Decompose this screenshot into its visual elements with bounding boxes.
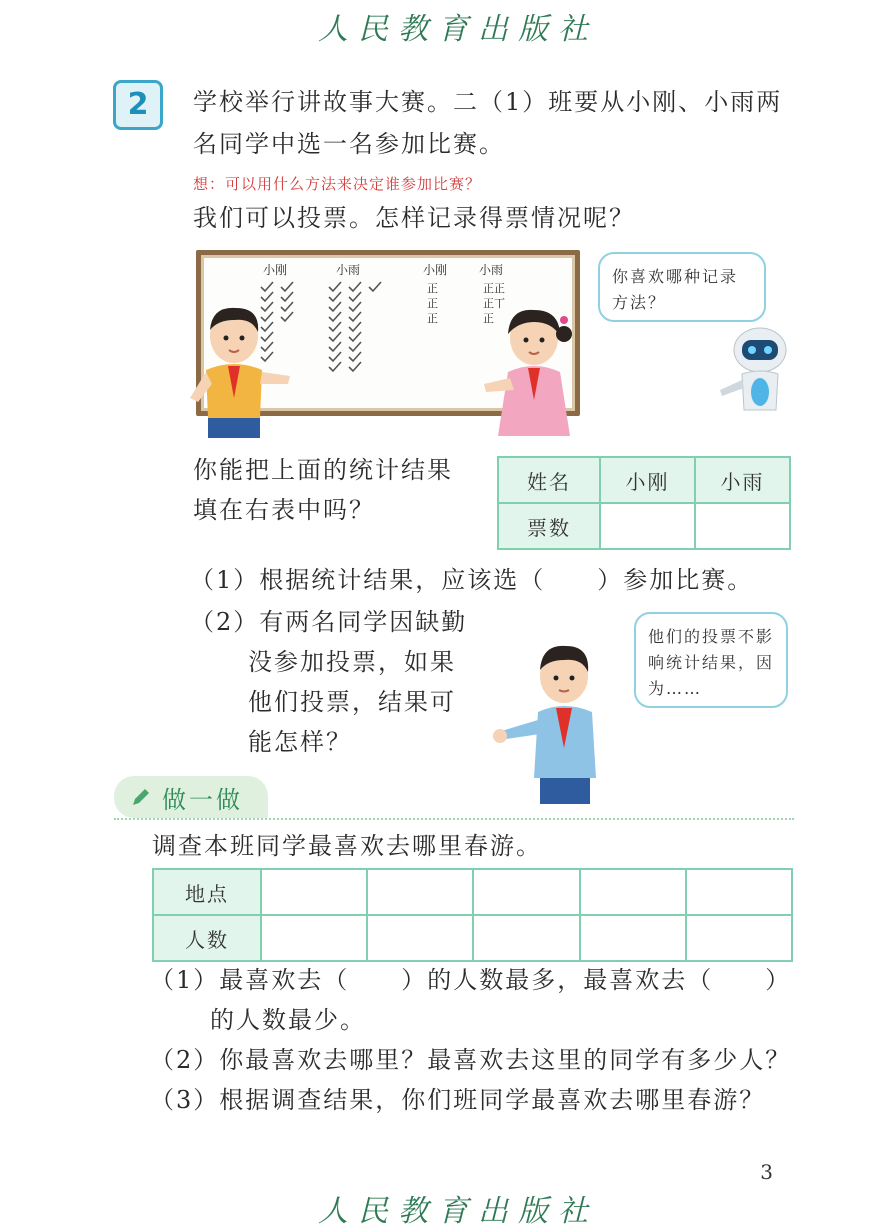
sub-question-2-line2: 没参加投票，如果 [248,648,456,676]
boy-illustration [186,300,296,445]
exercise-intro: 调查本班同学最喜欢去哪里春游。 [152,832,542,860]
thinking-boy-illustration [492,638,616,806]
tally-xiaoyu-1: 正正 [483,282,505,295]
robot-speech-bubble: 你喜欢哪种记录方法？ [598,252,766,322]
girl-illustration [474,300,584,440]
board-name-xiaoyu-right: 小雨 [479,263,504,277]
sub-question-1: （1）根据统计结果，应该选（ ）参加比赛。 [190,566,754,594]
boy-speech-bubble: 他们的投票不影响统计结果，因为…… [634,612,788,708]
survey-cell[interactable] [686,869,792,915]
survey-row-label-count: 人数 [153,915,261,961]
survey-cell[interactable] [580,869,686,915]
survey-cell[interactable] [367,869,473,915]
survey-cell[interactable] [261,869,367,915]
tally-xiaoyu-3: 正 [483,312,494,325]
vote-table-header-xiaoyu: 小雨 [695,457,790,503]
vote-table-header-xiaogang: 小刚 [600,457,695,503]
vote-cell-xiaogang[interactable] [600,503,695,549]
hint-text: 想：可以用什么方法来决定谁参加比赛？ [193,175,482,193]
exercise-question-1-line2: 的人数最少。 [210,1006,366,1034]
survey-cell[interactable] [261,915,367,961]
pencil-icon [130,786,152,808]
survey-row-label-place: 地点 [153,869,261,915]
tally-xiaogang-2: 正 [427,297,438,310]
problem-number-badge: 2 [113,80,163,130]
exercise-question-2: （2）你最喜欢去哪里？最喜欢去这里的同学有多少人？ [150,1046,792,1074]
survey-cell[interactable] [367,915,473,961]
page-number: 3 [760,1160,773,1184]
tally-xiaogang-1: 正 [427,282,438,295]
survey-cell[interactable] [473,915,579,961]
tally-xiaogang-3: 正 [427,312,438,325]
survey-cell[interactable] [473,869,579,915]
sub-question-2-line3: 他们投票，结果可 [248,688,456,716]
survey-cell[interactable] [686,915,792,961]
vote-table [497,456,791,550]
board-name-xiaogang: 小刚 [263,263,288,277]
exercise-question-3: （3）根据调查结果，你们班同学最喜欢去哪里春游？ [150,1086,766,1114]
survey-cell[interactable] [580,915,686,961]
tally-xiaoyu-2: 正丅 [483,297,505,310]
fill-question-line2: 填在右表中吗？ [193,496,375,524]
vote-table-row-label: 票数 [498,503,600,549]
board-name-xiaogang-right: 小刚 [423,263,448,277]
exercise-title: 做一做 [162,786,243,814]
vote-cell-xiaoyu[interactable] [695,503,790,549]
sub-question-2-line1: （2）有两名同学因缺勤 [190,608,468,636]
section-divider [114,818,794,820]
exercise-question-1-line1: （1）最喜欢去（ ）的人数最多，最喜欢去（ ） [150,966,792,994]
publisher-logo-top: 人民教育出版社 [318,12,598,47]
problem-text-line3: 我们可以投票。怎样记录得票情况呢？ [193,204,635,232]
fill-question-line1: 你能把上面的统计结果 [193,456,453,484]
problem-text-line1: 学校举行讲故事大赛。二（1）班要从小刚、小雨两 [193,88,783,116]
vote-table-header-name: 姓名 [498,457,600,503]
problem-text-line2: 名同学中选一名参加比赛。 [193,130,505,158]
survey-table [152,868,793,962]
board-name-xiaoyu: 小雨 [336,263,361,277]
robot-illustration [712,320,792,415]
publisher-logo-bottom: 人民教育出版社 [318,1194,598,1229]
sub-question-2-line4: 能怎样？ [248,728,352,756]
